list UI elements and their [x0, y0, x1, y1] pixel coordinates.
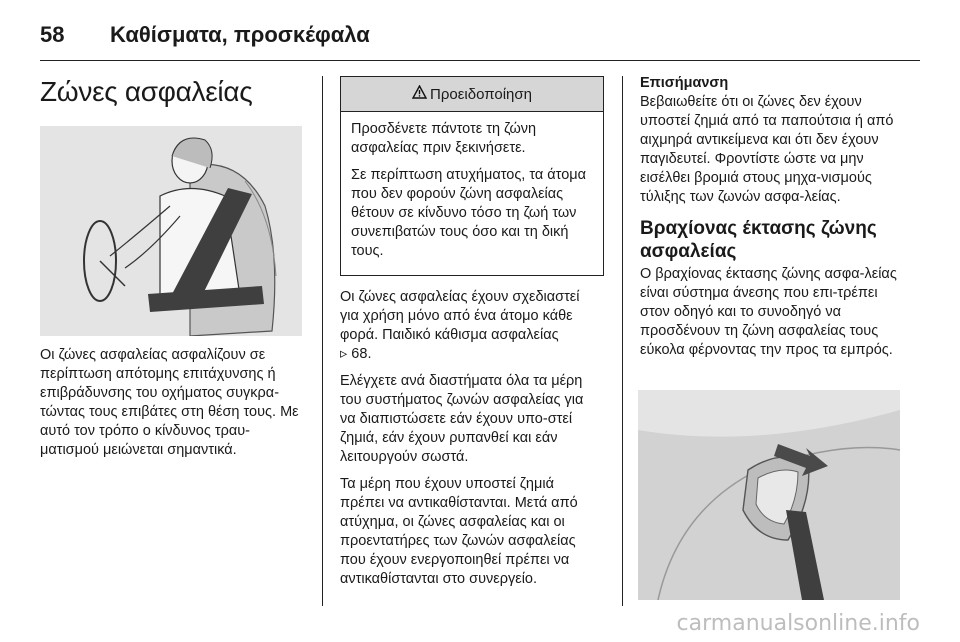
- note-text: Βεβαιωθείτε ότι οι ζώνες δεν έχουν υποστεί ζημιά από τα παπούτσια ή από αιχμηρά αντικείμενα και ότι δεν έχουν παγιδευτεί. Φροντίστε ώστε να μην εισέλθει βρομιά στους μηχα-νισμούς τύλιξης των ζωνών ασφα-λείας.: [640, 94, 894, 205]
- column-1: [40, 66, 304, 108]
- warning-box: [340, 76, 604, 276]
- belt-extension-arm-illustration: [638, 390, 900, 600]
- note-title: Επισήμανση: [640, 75, 729, 91]
- header-divider: [40, 60, 920, 61]
- page-number: 58: [40, 22, 65, 47]
- intro-paragraph: Οι ζώνες ασφαλείας ασφαλίζουν σε περίπτωση απότομης επιτάχυνσης ή επιβράδυνσης του οχήματος συγκρα-τώντας τους επιβάτες στη θέση τους. Με αυτό τον τρόπο ο κίνδυνος τραυ-ματισμού μειώνεται σημαντικά.: [40, 347, 299, 458]
- column-2: [340, 76, 602, 597]
- warning-title: Προειδοποίηση: [430, 85, 532, 103]
- page-header: [40, 22, 920, 58]
- column-2-text: [340, 288, 602, 589]
- warning-body: [341, 112, 603, 275]
- warning-paragraph: Προσδένετε πάντοτε τη ζώνη ασφαλείας πριν ξεκινήσετε.: [351, 121, 537, 156]
- paragraph: [340, 288, 602, 364]
- warning-header: [341, 77, 603, 112]
- paragraph: Τα μέρη που έχουν υποστεί ζημιά πρέπει να αντικαθίστανται. Μετά από ατύχημα, οι ζώνες ασφαλείας και οι προεντατήρες των ζωνών ασφαλείας που έχουν ενεργοποιηθεί πρέπει να αντικαθίστανται στο συνεργείο.: [340, 476, 578, 587]
- column-3: [640, 68, 902, 368]
- warning-triangle-icon: [412, 85, 427, 103]
- page-reference: 68.: [347, 346, 372, 362]
- watermark: carmanualsonline.info: [676, 611, 920, 636]
- paragraph-text: Οι ζώνες ασφαλείας έχουν σχεδιαστεί για χρήση μόνο από ένα άτομο κάθε φορά. Παιδικό κάθισμα ασφαλείας: [340, 289, 580, 343]
- chapter-title: Καθίσματα, προσκέφαλα: [110, 22, 370, 47]
- section-title: Ζώνες ασφαλείας: [40, 76, 253, 107]
- page-reference-icon: ▹: [340, 346, 348, 362]
- column-divider: [622, 76, 623, 606]
- subsection-text: Ο βραχίονας έκτασης ζώνης ασφα-λείας είναι σύστημα άνεσης που επι-τρέπει στον οδηγό και το συνοδηγό να προσδένουν τη ζώνη ασφαλείας τους εύκολα φέρνοντας την προς τα εμπρός.: [640, 266, 897, 358]
- column-divider: [322, 76, 323, 606]
- warning-paragraph: Σε περίπτωση ατυχήματος, τα άτομα που δεν φορούν ζώνη ασφαλείας θέτουν σε κίνδυνο τόσο τη ζωή των συνεπιβατών τους όσο και τη δική τους.: [351, 167, 587, 259]
- seatbelt-driver-illustration: [40, 126, 302, 336]
- paragraph: Ελέγχετε ανά διαστήματα όλα τα μέρη του συστήματος ζωνών ασφαλείας για να διαπιστώσετε εάν έχουν υπο-στεί ζημιά, εάν έχουν ρυπανθεί και εάν λειτουργούν σωστά.: [340, 373, 584, 465]
- column-1-text: [40, 346, 304, 468]
- subsection-title: Βραχίονας έκτασης ζώνης ασφαλείας: [640, 218, 877, 262]
